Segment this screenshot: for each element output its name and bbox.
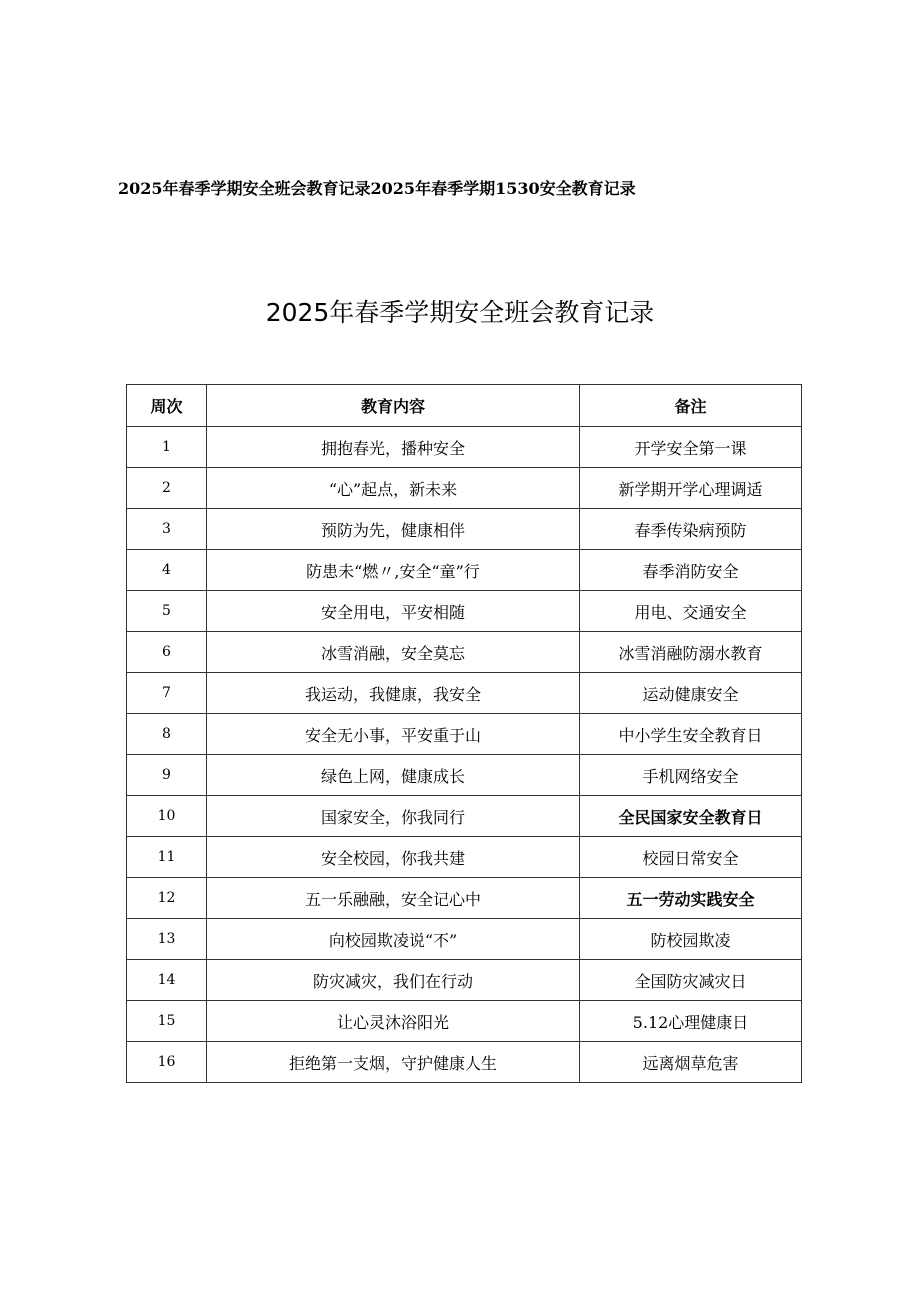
table-row <box>127 755 802 796</box>
week-cell: 15 <box>127 1001 207 1042</box>
table-row <box>127 673 802 714</box>
content-cell: 国家安全，你我同行 <box>207 796 580 837</box>
note-cell: 运动健康安全 <box>580 673 802 714</box>
table-row <box>127 960 802 1001</box>
table-row <box>127 509 802 550</box>
table-row <box>127 837 802 878</box>
week-cell: 14 <box>127 960 207 1001</box>
week-cell: 3 <box>127 509 207 550</box>
week-cell: 5 <box>127 591 207 632</box>
note-cell: 冰雪消融防溺水教育 <box>580 632 802 673</box>
table-row <box>127 591 802 632</box>
content-cell: 我运动，我健康，我安全 <box>207 673 580 714</box>
note-cell: 五一劳动实践安全 <box>580 878 802 919</box>
header-note: 备注 <box>580 385 802 427</box>
note-cell: 全民国家安全教育日 <box>580 796 802 837</box>
table-row <box>127 1042 802 1083</box>
week-cell: 6 <box>127 632 207 673</box>
week-cell: 2 <box>127 468 207 509</box>
week-cell: 1 <box>127 427 207 468</box>
content-cell: “心”起点，新未来 <box>207 468 580 509</box>
content-cell: 预防为先，健康相伴 <box>207 509 580 550</box>
note-cell: 全国防灾减灾日 <box>580 960 802 1001</box>
table-row <box>127 427 802 468</box>
content-cell: 冰雪消融，安全莫忘 <box>207 632 580 673</box>
header-content: 教育内容 <box>207 385 580 427</box>
table-row <box>127 796 802 837</box>
table-row <box>127 714 802 755</box>
table-row <box>127 919 802 960</box>
week-cell: 8 <box>127 714 207 755</box>
week-cell: 12 <box>127 878 207 919</box>
note-cell: 手机网络安全 <box>580 755 802 796</box>
note-cell: 校园日常安全 <box>580 837 802 878</box>
content-cell: 让心灵沐浴阳光 <box>207 1001 580 1042</box>
note-cell: 春季消防安全 <box>580 550 802 591</box>
content-cell: 拥抱春光，播种安全 <box>207 427 580 468</box>
table-row <box>127 468 802 509</box>
note-cell: 春季传染病预防 <box>580 509 802 550</box>
document-header-line: 2025年春季学期安全班会教育记录2025年春季学期1530安全教育记录 <box>118 179 636 198</box>
note-cell: 新学期开学心理调适 <box>580 468 802 509</box>
week-cell: 13 <box>127 919 207 960</box>
table-row <box>127 1001 802 1042</box>
content-cell: 安全校园，你我共建 <box>207 837 580 878</box>
content-cell: 绿色上网，健康成长 <box>207 755 580 796</box>
content-cell: 防灾减灾，我们在行动 <box>207 960 580 1001</box>
content-cell: 五一乐融融，安全记心中 <box>207 878 580 919</box>
week-cell: 11 <box>127 837 207 878</box>
header-week: 周次 <box>127 385 207 427</box>
week-cell: 7 <box>127 673 207 714</box>
note-cell: 用电、交通安全 <box>580 591 802 632</box>
table-body <box>127 427 802 1083</box>
content-cell: 向校园欺凌说“不” <box>207 919 580 960</box>
content-cell: 拒绝第一支烟，守护健康人生 <box>207 1042 580 1083</box>
content-cell: 防患未“燃〃,安全“童”行 <box>207 550 580 591</box>
note-cell: 5.12心理健康日 <box>580 1001 802 1042</box>
table-row <box>127 878 802 919</box>
table-header-row <box>127 385 802 427</box>
table-row <box>127 632 802 673</box>
content-cell: 安全无小事，平安重于山 <box>207 714 580 755</box>
note-cell: 远离烟草危害 <box>580 1042 802 1083</box>
week-cell: 10 <box>127 796 207 837</box>
page-title: 2025年春季学期安全班会教育记录 <box>265 298 655 327</box>
education-records-table <box>126 384 802 1083</box>
note-cell: 中小学生安全教育日 <box>580 714 802 755</box>
week-cell: 16 <box>127 1042 207 1083</box>
week-cell: 9 <box>127 755 207 796</box>
week-cell: 4 <box>127 550 207 591</box>
content-cell: 安全用电，平安相随 <box>207 591 580 632</box>
table-row <box>127 550 802 591</box>
note-cell: 开学安全第一课 <box>580 427 802 468</box>
note-cell: 防校园欺凌 <box>580 919 802 960</box>
